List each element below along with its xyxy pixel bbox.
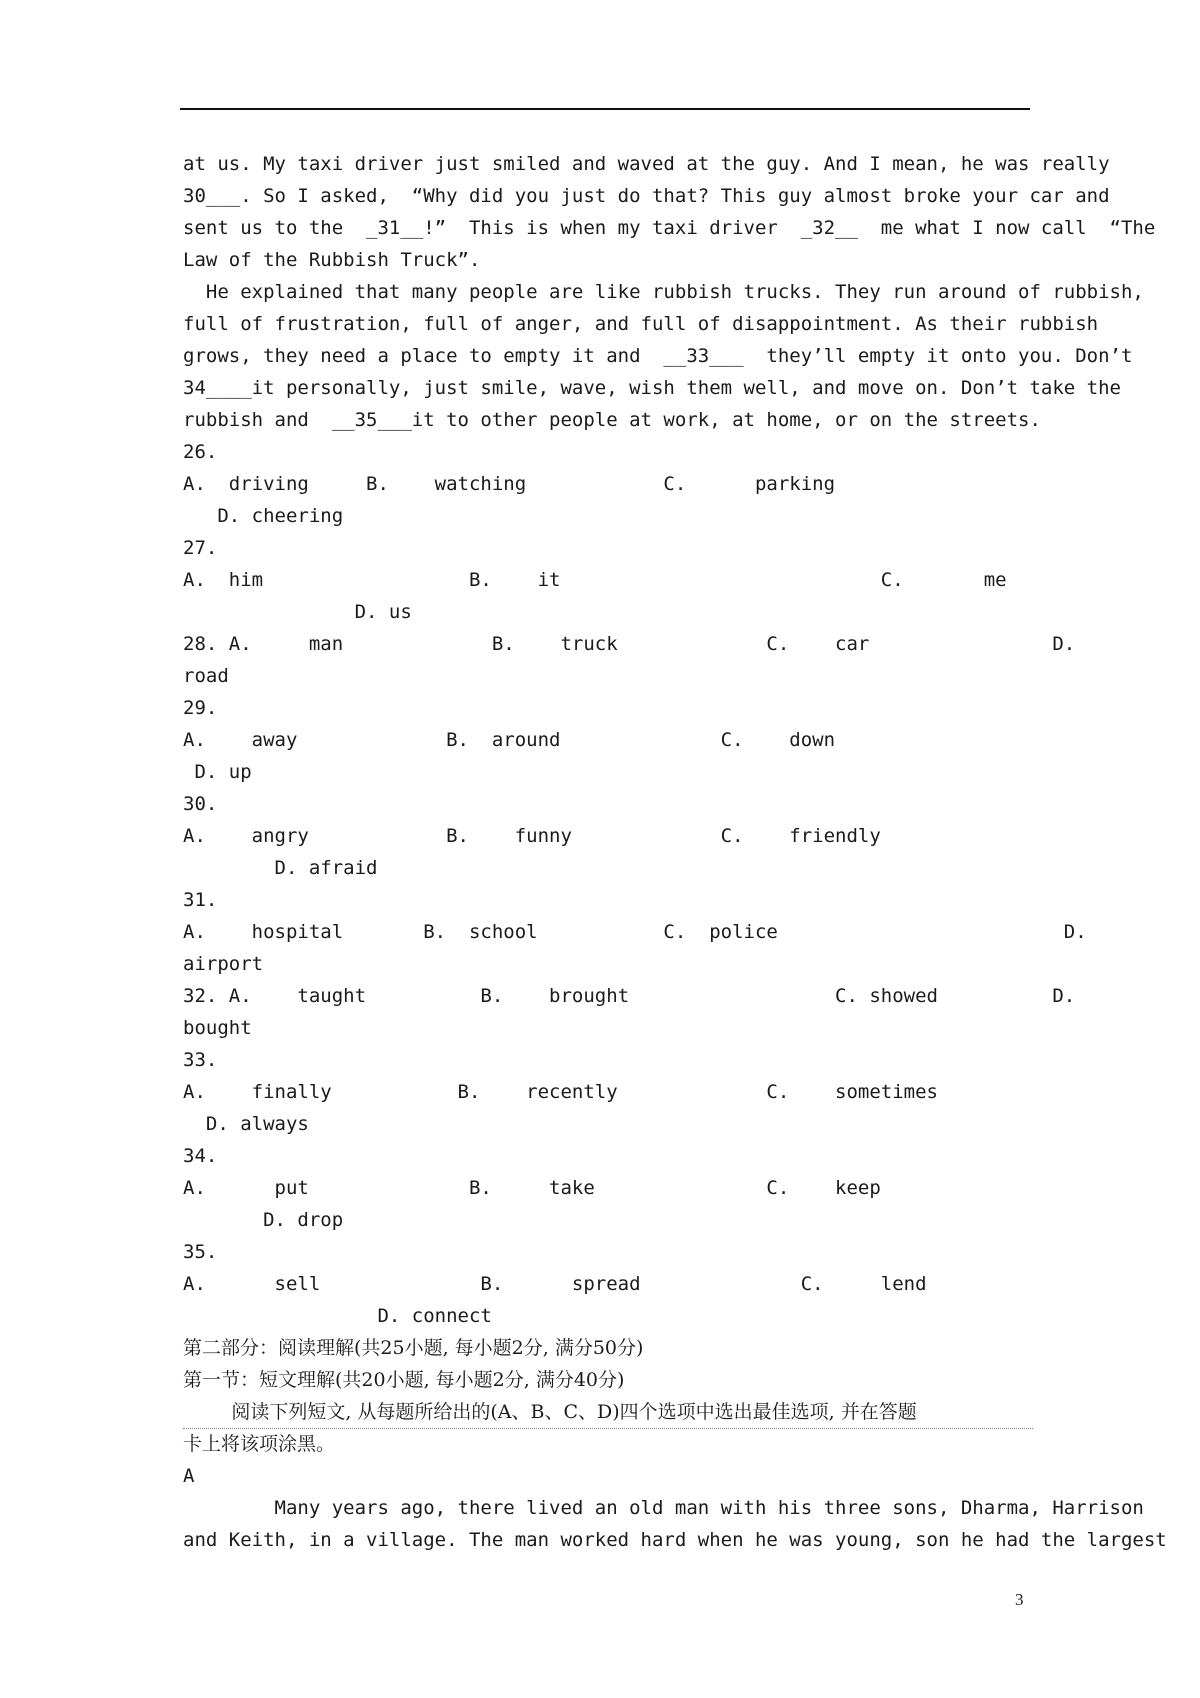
option-line: D. always bbox=[183, 1113, 309, 1135]
passage-line: Many years ago, there lived an old man with his three sons, Dharma, Harrison bbox=[183, 1497, 1144, 1519]
passage-line: at us. My taxi driver just smiled and waved at the guy. And I mean, he was really bbox=[183, 153, 1110, 175]
option-line: A. him B. it C. me bbox=[183, 569, 1007, 591]
option-line: A. driving B. watching C. parking bbox=[183, 473, 836, 495]
question-line: 27. bbox=[183, 537, 218, 559]
passage-line: 30___. So I asked, “Why did you just do that? This guy almost broke your car and bbox=[183, 185, 1110, 207]
passage-line: full of frustration, full of anger, and full of disappointment. As their rubbish bbox=[183, 313, 1099, 335]
option-line: airport bbox=[183, 953, 264, 975]
question-line: 34. bbox=[183, 1145, 218, 1167]
option-line: bought bbox=[183, 1017, 252, 1039]
passage-line: 34____it personally, just smile, wave, wish them well, and move on. Don’t take the bbox=[183, 377, 1121, 399]
question-line: 26. bbox=[183, 441, 218, 463]
option-line: A. put B. take C. keep bbox=[183, 1177, 881, 1199]
passage-label: A bbox=[183, 1465, 195, 1487]
instruction-line: 卡上将该项涂黑。 bbox=[183, 1433, 336, 1455]
option-line: road bbox=[183, 665, 229, 687]
subsection-title: 第一节：短文理解(共20小题, 每小题2分, 满分40分) bbox=[183, 1369, 625, 1391]
option-line: D. connect bbox=[183, 1305, 492, 1327]
passage-line: grows, they need a place to empty it and __33___ they’ll empty it onto you. Don’t bbox=[183, 345, 1133, 367]
option-line: 32. A. taught B. brought C. showed D. bbox=[183, 985, 1076, 1007]
option-line: A. hospital B. school C. police D. bbox=[183, 921, 1087, 943]
passage-line: sent us to the _31__!” This is when my taxi driver _32__ me what I now call “The bbox=[183, 217, 1156, 239]
option-line: D. up bbox=[183, 761, 252, 783]
option-line: A. sell B. spread C. lend bbox=[183, 1273, 927, 1295]
option-line: A. away B. around C. down bbox=[183, 729, 836, 751]
passage-line: Law of the Rubbish Truck”. bbox=[183, 249, 481, 271]
passage-line: and Keith, in a village. The man worked hard when he was young, son he had the largest bbox=[183, 1529, 1167, 1551]
section-title: 第二部分：阅读理解(共25小题, 每小题2分, 满分50分) bbox=[183, 1337, 644, 1359]
question-line: 30. bbox=[183, 793, 218, 815]
passage-line: rubbish and __35___it to other people at work, at home, or on the streets. bbox=[183, 409, 1041, 431]
option-line: D. afraid bbox=[183, 857, 378, 879]
page-number: 3 bbox=[1015, 1590, 1024, 1609]
option-line: A. angry B. funny C. friendly bbox=[183, 825, 881, 847]
question-line: 33. bbox=[183, 1049, 218, 1071]
header-rule bbox=[180, 108, 1030, 110]
option-line: D. drop bbox=[183, 1209, 344, 1231]
option-line: 28. A. man B. truck C. car D. bbox=[183, 633, 1076, 655]
question-line: 35. bbox=[183, 1241, 218, 1263]
passage-line: He explained that many people are like rubbish trucks. They run around of rubbish, bbox=[183, 281, 1144, 303]
option-line: D. us bbox=[183, 601, 412, 623]
option-line: A. finally B. recently C. sometimes bbox=[183, 1081, 938, 1103]
option-line: D. cheering bbox=[183, 505, 344, 527]
question-line: 29. bbox=[183, 697, 218, 719]
instruction-line: 阅读下列短文, 从每题所给出的(A、B、C、D)四个选项中选出最佳选项, 并在答题 bbox=[183, 1396, 1033, 1429]
question-line: 31. bbox=[183, 889, 218, 911]
